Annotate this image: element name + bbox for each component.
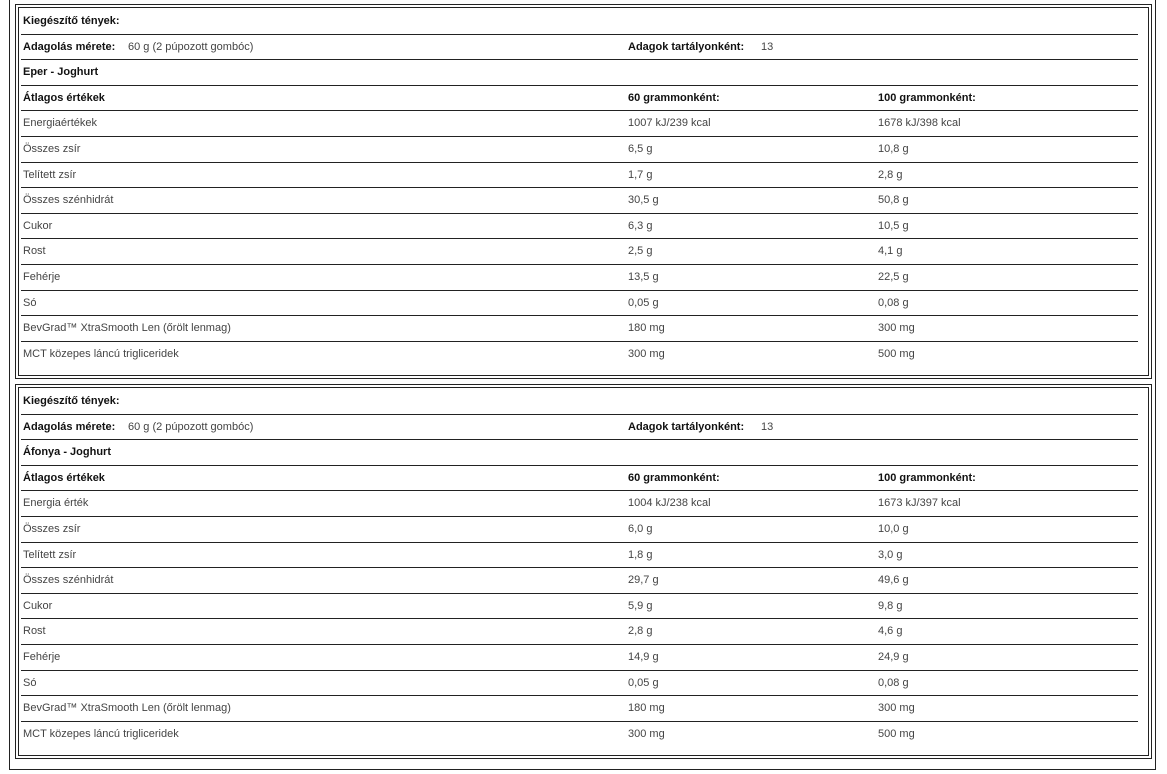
table-row	[21, 696, 1138, 722]
value-per-100g: 300 mg	[878, 322, 915, 335]
nutrient-name: Összes zsír	[23, 522, 81, 535]
column-header-row	[21, 86, 1138, 112]
panel-heading: Kiegészítő tények:	[23, 395, 120, 407]
value-per-60g: 2,5 g	[628, 245, 653, 258]
value-per-100g: 10,0 g	[878, 522, 909, 535]
table-row	[21, 239, 1138, 265]
value-per-60g: 300 mg	[628, 727, 665, 740]
nutrient-name: Só	[23, 676, 37, 689]
serving-size-value: 60 g (2 púpozott gombóc)	[128, 40, 254, 53]
table-row	[21, 188, 1138, 214]
serving-size-value: 60 g (2 púpozott gombóc)	[128, 420, 254, 433]
value-per-60g: 1,8 g	[628, 548, 653, 561]
value-per-60g: 180 mg	[628, 322, 665, 335]
table-row	[21, 214, 1138, 240]
panel-heading: Kiegészítő tények:	[23, 15, 120, 27]
nutrient-name: BevGrad™ XtraSmooth Len (őrölt lenmag)	[23, 702, 231, 715]
value-per-100g: 10,5 g	[878, 219, 909, 232]
flavor-name: Eper - Joghurt	[23, 66, 99, 79]
servings-per-container-label: Adagok tartályonként:	[628, 40, 745, 53]
value-per-100g: 22,5 g	[878, 270, 909, 283]
value-per-60g: 6,5 g	[628, 142, 653, 155]
column-header-per-60g: 60 grammonként:	[628, 471, 720, 484]
value-per-100g: 50,8 g	[878, 194, 909, 207]
value-per-60g: 1007 kJ/239 kcal	[628, 117, 711, 130]
nutrient-name: Összes szénhidrát	[23, 194, 114, 207]
value-per-100g: 2,8 g	[878, 168, 903, 181]
nutrient-name: Fehérje	[23, 270, 61, 283]
table-row	[21, 342, 1138, 368]
flavor-row	[21, 60, 1138, 86]
value-per-100g: 3,0 g	[878, 548, 903, 561]
value-per-60g: 180 mg	[628, 702, 665, 715]
nutrient-name: Cukor	[23, 219, 53, 232]
serving-row	[21, 35, 1138, 61]
column-header-per-100g: 100 grammonként:	[878, 91, 976, 104]
value-per-100g: 0,08 g	[878, 296, 909, 309]
value-per-100g: 1673 kJ/397 kcal	[878, 497, 961, 510]
column-header-row	[21, 466, 1138, 492]
nutrition-panel	[15, 384, 1152, 759]
table-row	[21, 645, 1138, 671]
table-row	[21, 265, 1138, 291]
value-per-100g: 49,6 g	[878, 574, 909, 587]
nutrition-panel	[15, 4, 1152, 379]
nutrient-name: MCT közepes láncú trigliceridek	[23, 347, 179, 360]
value-per-60g: 2,8 g	[628, 625, 653, 638]
column-header-per-60g: 60 grammonként:	[628, 91, 720, 104]
serving-size-label: Adagolás mérete:	[23, 420, 116, 433]
table-row	[21, 491, 1138, 517]
value-per-60g: 6,0 g	[628, 522, 653, 535]
table-row	[21, 291, 1138, 317]
heading-row	[21, 389, 1138, 415]
table-row	[21, 722, 1138, 748]
flavor-row	[21, 440, 1138, 466]
servings-per-container-value: 13	[761, 40, 774, 53]
nutrient-name: MCT közepes láncú trigliceridek	[23, 727, 179, 740]
servings-per-container-value: 13	[761, 420, 774, 433]
nutrient-name: Rost	[23, 625, 46, 638]
value-per-60g: 5,9 g	[628, 599, 653, 612]
table-row	[21, 517, 1138, 543]
column-header-average: Átlagos értékek	[23, 471, 105, 484]
serving-row	[21, 415, 1138, 441]
table-row	[21, 671, 1138, 697]
nutrient-name: Energia érték	[23, 497, 89, 510]
value-per-100g: 1678 kJ/398 kcal	[878, 117, 961, 130]
table-row	[21, 111, 1138, 137]
nutrient-name: Energiaértékek	[23, 117, 97, 130]
table-row	[21, 568, 1138, 594]
value-per-100g: 10,8 g	[878, 142, 909, 155]
servings-per-container-label: Adagok tartályonként:	[628, 420, 745, 433]
column-header-average: Átlagos értékek	[23, 91, 105, 104]
nutrient-name: Telített zsír	[23, 548, 77, 561]
heading-row	[21, 9, 1138, 35]
serving-size-label: Adagolás mérete:	[23, 40, 116, 53]
value-per-60g: 13,5 g	[628, 270, 659, 283]
value-per-100g: 4,6 g	[878, 625, 903, 638]
flavor-name: Áfonya - Joghurt	[23, 446, 111, 459]
nutrient-name: Cukor	[23, 599, 53, 612]
value-per-60g: 6,3 g	[628, 219, 653, 232]
nutrition-table	[21, 389, 1138, 747]
column-header-per-100g: 100 grammonként:	[878, 471, 976, 484]
value-per-60g: 300 mg	[628, 347, 665, 360]
value-per-100g: 500 mg	[878, 347, 915, 360]
nutrient-name: Telített zsír	[23, 168, 77, 181]
value-per-100g: 24,9 g	[878, 650, 909, 663]
value-per-100g: 9,8 g	[878, 599, 903, 612]
value-per-60g: 14,9 g	[628, 650, 659, 663]
nutrient-name: Összes szénhidrát	[23, 574, 114, 587]
nutrient-name: Összes zsír	[23, 142, 81, 155]
value-per-60g: 29,7 g	[628, 574, 659, 587]
nutrient-name: BevGrad™ XtraSmooth Len (őrölt lenmag)	[23, 322, 231, 335]
table-row	[21, 619, 1138, 645]
table-row	[21, 543, 1138, 569]
table-row	[21, 594, 1138, 620]
value-per-60g: 0,05 g	[628, 676, 659, 689]
nutrient-name: Só	[23, 296, 37, 309]
table-row	[21, 316, 1138, 342]
nutrition-table	[21, 9, 1138, 367]
value-per-60g: 1004 kJ/238 kcal	[628, 497, 711, 510]
value-per-100g: 300 mg	[878, 702, 915, 715]
nutrient-name: Rost	[23, 245, 46, 258]
value-per-100g: 0,08 g	[878, 676, 909, 689]
value-per-100g: 500 mg	[878, 727, 915, 740]
table-row	[21, 163, 1138, 189]
value-per-60g: 1,7 g	[628, 168, 653, 181]
value-per-60g: 0,05 g	[628, 296, 659, 309]
value-per-60g: 30,5 g	[628, 194, 659, 207]
value-per-100g: 4,1 g	[878, 245, 903, 258]
table-row	[21, 137, 1138, 163]
nutrient-name: Fehérje	[23, 650, 61, 663]
